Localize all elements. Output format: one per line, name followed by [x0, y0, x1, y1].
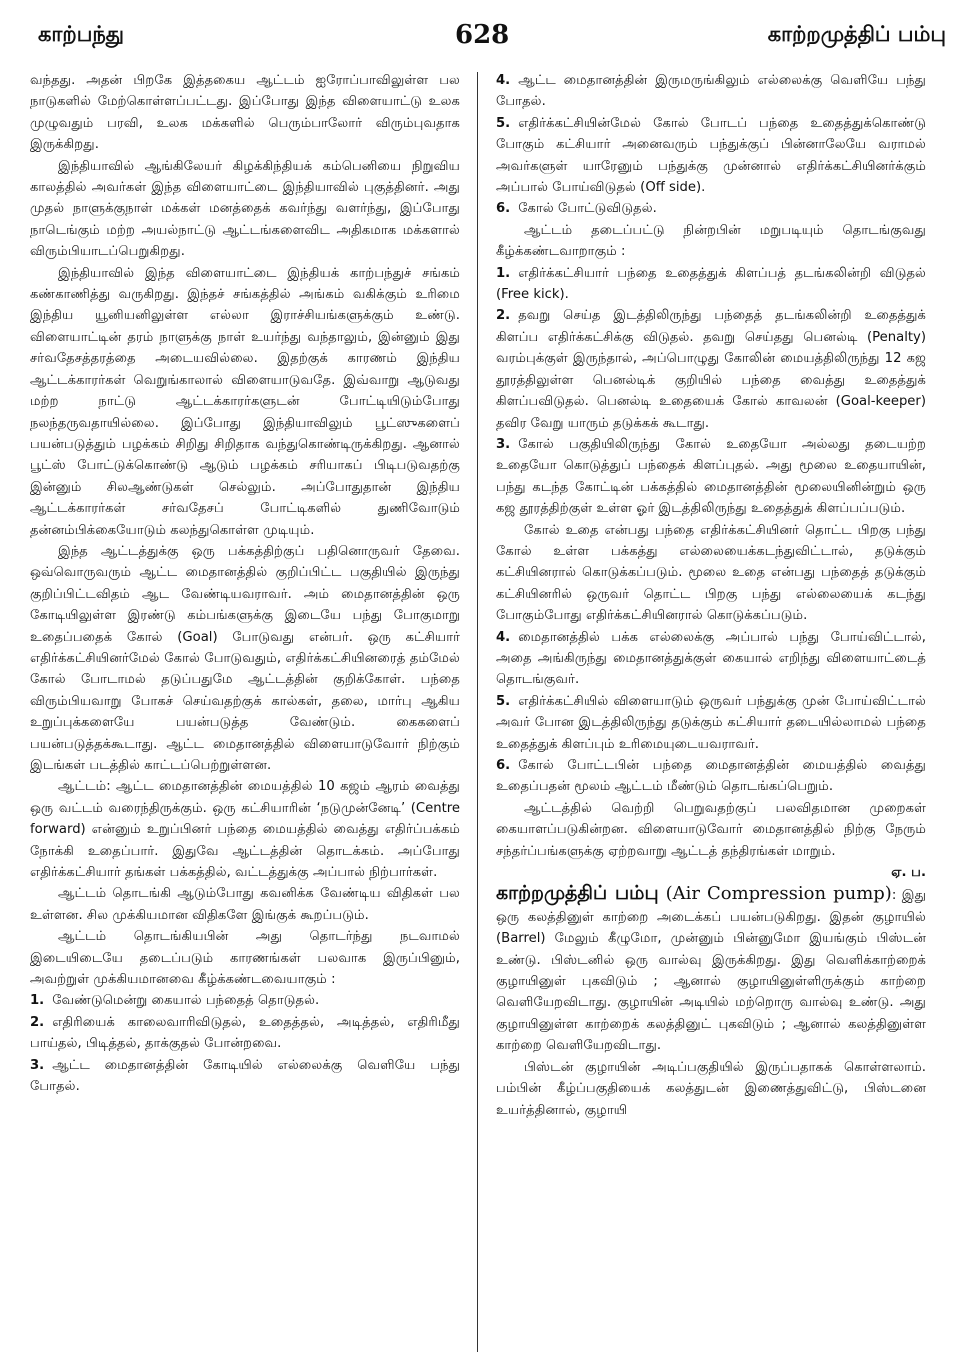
running-head-right: காற்றமுத்திப் பம்பு	[767, 22, 946, 46]
numbered-item	[496, 755, 926, 798]
item-number: 6.	[496, 201, 511, 217]
item-text: கோல் போட்டுவிடுதல்.	[518, 201, 657, 217]
item-number: 3.	[496, 436, 511, 452]
numbered-item	[496, 691, 926, 755]
item-number: 2.	[496, 308, 511, 324]
item-number: 6.	[496, 758, 511, 773]
author-signature: ஏ. ப.	[891, 865, 926, 881]
item-number: 3.	[30, 1057, 45, 1073]
item-text: எதிரியைக் காலைவாரிவிடுதல், உதைத்தல், அடித்தல், எதிரிமீது பாய்தல், பிடித்தல், தாக்குதல் போன்றவை.	[30, 1014, 460, 1052]
numbered-item	[30, 990, 460, 1011]
numbered-item	[496, 434, 926, 520]
numbered-item	[496, 305, 926, 433]
paragraph: பிஸ்டன் குழாயின் அடிப்பகுதியில் இருப்பதாகக் கொள்ளலாம். பம்பின் கீழ்ப்பகுதியைக் கலத்துடன் இணைத்துவிட்டு, பிஸ்டனை உயர்த்தினால், குழாயி	[496, 1059, 926, 1118]
entry-title: காற்றமுத்திப் பம்பு	[496, 882, 659, 905]
entry-text: : இது ஒரு கலத்தினுள் காற்றை அடைக்கப் பயன்படுகிறது. இதன் குழாயில் (Barrel) மேலும் கீழுமோ, முன்னும் பின்னுமோ இயங்கும் பிஸ்டன் உண்டு. பிஸ்டனில் ஒரு வால்வு இருக்கிறது. இது வெளிக்காற்றைக் குழாயினுள் புகவிடும் ; ஆனால் குழாயினுள்ளிருக்கும் காற்றை வெளியேறவிடாது. குழாயின் அடியில் மற்றொரு வால்வு உண்டு. அது குழாயினுள்ள காற்றைக் கலத்தினுட் புகவிடும் ; ஆனால் கலத்தினுள்ள காற்றை வெளியேறவிடாது.	[496, 888, 926, 1054]
paragraph: கோல் உதை என்பது பந்தை எதிர்க்கட்சியினர் தொட்ட பிறகு பந்து கோல் உள்ள பக்கத்து எல்லையைக்கடந்துவிட்டால், தடுக்கும் கட்சியினரால் கொடுக்கப்படும். மூலை உதை என்பது பந்தைத் தடுக்கும் கட்சியினரில் ஒருவர் தொட்ட பிறகு பந்து எல்லையைக் கடந்து போகும்போது எதிர்க்கட்சியினரால் கொடுக்கப்படும்.	[496, 522, 926, 624]
item-text: எதிர்க்கட்சியார் பந்தை உதைத்துக் கிளப்பத் தடங்கலின்றி விடுதல் (Free kick).	[496, 265, 926, 303]
paragraph: இந்தியாவில் இந்த விளையாட்டை இந்தியக் காற்பந்துச் சங்கம் கண்காணித்து வருகிறது. இந்தச் சங்கத்தில் அங்கம் வகிக்கும் உரிமை இந்திய யூனியனிலுள்ள எல்லா இராச்சியங்களுக்கும் உண்டு. விளையாட்டின் தரம் நாளுக்கு நாள் உயர்ந்து வந்தாலும், இன்னும் இது சர்வதேசத்தரத்தை அடையவில்லை. இதற்குக் காரணம் இந்திய ஆட்டக்காரர்கள் வெறுங்காலால் விளையாடுவதே. இவ்வாறு ஆடுவது மற்ற நாட்டு ஆட்டக்காரர்களுடன் போட்டியிடும்போது நலந்தருவதாயில்லை. இப்போது இந்தியாவிலும் பூட்ஸுகளைப் பயன்படுத்தும் பழக்கம் சிறிது சிறிதாக வந்துகொண்டிருக்கிறது. ஆனால் பூட்ஸ் போட்டுக்கொண்டு ஆடும் பழக்கம் சரியாகப் பிடிபடுவதற்கு இன்னும் சிலஆண்டுகள் செல்லும். அப்போதுதான் இந்திய ஆட்டக்காரர்கள் சர்வதேசப் போட்டிகளில் துணிவோடும் தன்னம்பிக்கையோடும் கலந்துகொள்ள முடியும்.	[30, 265, 460, 538]
entry-english-title: (Air Compression pump)	[658, 883, 892, 905]
page-number: 628	[455, 20, 510, 50]
item-number: 2.	[30, 1014, 45, 1030]
numbered-item	[30, 1012, 460, 1055]
encyclopedia-entry	[496, 883, 926, 1056]
paragraph: ஆட்டம் தடைப்பட்டு நின்றபின் மறுபடியும் தொடங்குவது கீழ்க்கண்டவாறாகும் :	[496, 222, 926, 260]
paragraph: இந்த ஆட்டத்துக்கு ஒரு பக்கத்திற்குப் பதினொருவர் தேவை. ஒவ்வொருவரும் ஆட்ட மைதானத்தில் குறிப்பிட்ட பகுதியில் இருந்து குறிப்பிட்டவிதம் ஆட வேண்டியவராவர். அம் மைதானத்தின் ஒரு கோடியிலுள்ள இரண்டு கம்பங்களுக்கு இடையே பந்து போகுமாறு உதைப்பதைக் கோல் (Goal) போடுவது என்பர். ஒரு கட்சியார் எதிர்க்கட்சியினர்மேல் கோல் போடுவதும், எதிர்க்கட்சியினரைத் தம்மேல் கோல் போடாமல் தடுப்பதுமே ஆட்டத்தின் குறிக்கோள். பந்தை விரும்பியவாறு போகச் செய்வதற்குக் கால்கள், தலை, மார்பு ஆகிய உறுப்புக்களையே பயன்படுத்த வேண்டும். கைகளைப் பயன்படுத்தக்கூடாது. ஆட்ட மைதானத்தில் விளையாடுவோர் நிற்கும் இடங்கள் படத்தில் காட்டப்பெற்றுள்ளன.	[30, 543, 460, 773]
item-number: 1.	[30, 993, 45, 1009]
numbered-item	[496, 70, 926, 113]
numbered-item	[496, 263, 926, 306]
paragraph: ஆட்டம் தொடங்கி ஆடும்போது கவனிக்க வேண்டிய விதிகள் பல உள்ளன. சில முக்கியமான விதிகளே இங்குக் கூறப்படும்.	[30, 886, 460, 923]
item-text: ஆட்ட மைதானத்தின் கோடியில் எல்லைக்கு வெளியே பந்து போதல்.	[30, 1057, 460, 1095]
item-text: மைதானத்தில் பக்க எல்லைக்கு அப்பால் பந்து போய்விட்டால், அதை அங்கிருந்து மைதானத்துக்குள் கையால் எறிந்து விளையாட்டைத் தொடங்குவர்.	[496, 629, 926, 688]
left-column	[30, 70, 460, 1355]
numbered-item	[496, 627, 926, 691]
item-number: 4.	[496, 629, 511, 645]
paragraph: இந்தியாவில் ஆங்கிலேயர் கிழக்கிந்தியக் கம்பெனியை நிறுவிய காலத்தில் அவர்கள் இந்த விளையாட்டை இந்தியாவில் புகுத்தினர். அது முதல் நாளுக்குநாள் மக்கள் மனத்தைக் கவர்ந்து வளர்ந்து, இப்போது நாடெங்கும் மற்ற அயல்நாட்டு ஆட்டங்களைவிட அதிகமாக மக்களால் விரும்பியாடப்பெறுகிறது.	[30, 158, 460, 260]
item-text: வேண்டுமென்று கையால் பந்தைத் தொடுதல்.	[52, 993, 320, 1009]
right-column	[496, 70, 926, 1355]
item-text: எதிர்க்கட்சியில் விளையாடும் ஒருவர் பந்துக்கு முன் போய்விட்டால் அவர் போன இடத்திலிருந்து தடுக்கும் கட்சியார் தடையில்லாமல் பந்தை உதைத்துக் கிளப்பும் உரிமையுடையவராவர்.	[496, 693, 926, 752]
item-number: 5.	[496, 693, 511, 709]
item-text: கோல் போட்டபின் பந்தை மைதானத்தின் மையத்தில் வைத்து உதைப்பதன் மூலம் ஆட்டம் மீண்டும் தொடங்கப்பெறும்.	[496, 758, 926, 795]
paragraph: ஆட்டத்தில் வெற்றி பெறுவதற்குப் பலவிதமான முறைகள் கையாளப்படுகின்றன. விளையாடுவோர் மைதானத்தில் நிற்கு நேரும் சந்தர்ப்பங்களுக்கு ஏற்றவாறு ஆட்டத் தந்திரங்கள் மாறும்.	[496, 800, 926, 859]
paragraph: ஆட்டம்: ஆட்ட மைதானத்தின் மையத்தில் 10 கஜம் ஆரம் வைத்து ஒரு வட்டம் வரைந்திருக்கும். ஒரு கட்சியாரின் ‘நடுமுன்னேடி’ (Centre forward) என்னும் உறுப்பினர் பந்தை மையத்தில் வைத்து எதிர்ப்பக்கம் நோக்கி உதைப்பார். இதுவே ஆட்டத்தின் தொடக்கம். அப்போது எதிர்க்கட்சியார் தங்கள் பக்கத்தில், வட்டத்துக்கு அப்பால் நிற்பார்கள்.	[30, 779, 460, 881]
item-text: தவறு செய்த இடத்திலிருந்து பந்தைத் தடங்கலின்றி உதைத்துக் கிளப்ப எதிர்க்கட்சிக்கு விடுதல். தவறு செய்தது பெனல்டி (Penalty) வரம்புக்குள் இருந்தால், அப்பொழுது கோலின் மையத்திலிருந்து 12 கஜ தூரத்திலுள்ள பெனல்டிக் குறியில் பந்தை வைத்து உதைத்துக் கிளப்பவிடுதல். பெனல்டி உதையைக் கோல் காவலன் (Goal-keeper) தவிர வேறு யாரும் தடுக்கக் கூடாது.	[496, 308, 926, 431]
item-number: 5.	[496, 115, 511, 131]
numbered-item	[496, 113, 926, 199]
page-header	[0, 0, 966, 60]
numbered-item	[30, 1055, 460, 1098]
paragraph: வந்தது. அதன் பிறகே இத்தகைய ஆட்டம் ஐரோப்பாவிலுள்ள பல நாடுகளில் மேற்கொள்ளப்பட்டது. இப்போது இந்த விளையாட்டு உலக முழுவதும் பரவி, உலக மக்களில் பெரும்பாலோர் விரும்புவதாக இருக்கிறது.	[30, 73, 460, 153]
running-head-left: காற்பந்து	[38, 22, 125, 46]
item-number: 4.	[496, 73, 511, 88]
item-text: கோல் பகுதியிலிருந்து கோல் உதையோ அல்லது தடையற்ற உதையோ கொடுத்துப் பந்தைக் கிளப்புதல். அது மூலை உதையாயின், பந்து கடந்த கோட்டின் பக்கத்தில் மைதானத்தின் மூலையினின்றும் ஒரு கஜ தூரத்திற்குள் உள்ள ஓர் இடத்திலிருந்து உதைத்துக் கிளப்பப்படும்.	[496, 436, 926, 517]
item-text: ஆட்ட மைதானத்தின் இருமருங்கிலும் எல்லைக்கு வெளியே பந்து போதல்.	[496, 73, 926, 110]
column-divider	[477, 72, 478, 1352]
numbered-item	[496, 198, 926, 219]
paragraph: ஆட்டம் தொடங்கியபின் அது தொடர்ந்து நடவாமல் இடையிடையே தடைப்படும் காரணங்கள் பலவாக இருப்பினும், அவற்றுள் முக்கியமானவை கீழ்க்கண்டவையாகும் :	[30, 929, 460, 988]
item-number: 1.	[496, 265, 511, 281]
item-text: எதிர்க்கட்சியின்மேல் கோல் போடப் பந்தை உதைத்துக்கொண்டு போகும் கட்சியார் அனைவரும் பந்துக்குப் பின்னாலேயே வராமல் அவர்களுள் யாரேனும் பந்துக்கு முன்னால் எதிர்க்கட்சியினர்க்கும் அப்பால் போய்விடுதல் (Off side).	[496, 115, 926, 196]
